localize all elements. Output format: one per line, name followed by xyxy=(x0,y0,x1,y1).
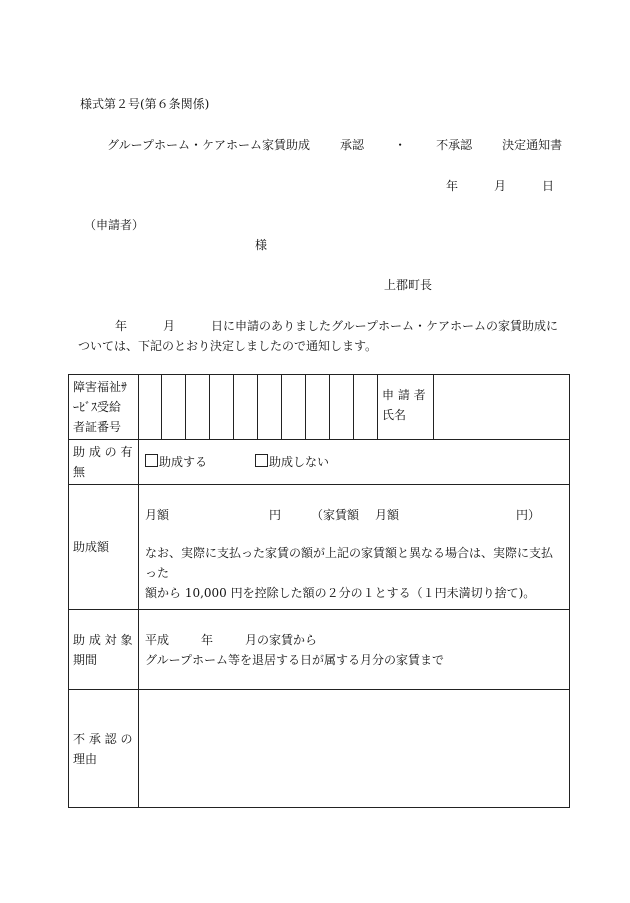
grant-label-2: 無 xyxy=(73,465,86,479)
date-month: 月 xyxy=(494,179,507,193)
cert-label-3: 者証番号 xyxy=(73,420,122,434)
applicant-name-field[interactable] xyxy=(434,375,570,440)
cert-digit-6[interactable] xyxy=(258,375,282,440)
body-month: 月 xyxy=(163,319,176,333)
title-disapprove: 不承認 xyxy=(436,138,473,152)
grant-row xyxy=(69,440,570,485)
honorific: 様 xyxy=(255,238,268,252)
rent-label: （家賃額 xyxy=(311,508,360,522)
amount-line xyxy=(145,505,563,525)
reason-field[interactable] xyxy=(139,690,570,808)
grant-options xyxy=(139,440,570,485)
cert-label-1: 障害福祉ｻ xyxy=(73,380,128,394)
period-label-1: 助 成 対 象 xyxy=(73,633,133,647)
period-year: 年 xyxy=(201,633,214,647)
cert-digit-9[interactable] xyxy=(330,375,354,440)
grant-no-label: 助成しない xyxy=(269,455,330,469)
period-era: 平成 xyxy=(145,633,170,647)
cert-digit-4[interactable] xyxy=(210,375,234,440)
applicant-name-label-1: 申 請 者 xyxy=(382,388,426,402)
cert-label xyxy=(69,375,139,440)
grant-label xyxy=(69,440,139,485)
title-main: グループホーム・ケアホーム家賃助成 xyxy=(107,138,311,152)
title-notice: 決定通知書 xyxy=(502,138,563,152)
period-start xyxy=(145,630,563,650)
yen-label: 円 xyxy=(269,508,282,522)
body-line-2: ついては、下記のとおり決定しましたので通知します。 xyxy=(78,339,378,353)
cert-label-2: ｰﾋﾞｽ受給 xyxy=(73,400,122,414)
period-content xyxy=(139,610,570,690)
amount-note-1: なお、実際に支払った家賃の額が上記の家賃額と異なる場合は、実際に支払った xyxy=(145,546,554,580)
period-end: グループホーム等を退居する日が属する月分の家賃まで xyxy=(145,653,445,667)
amount-label-text: 助成額 xyxy=(73,540,110,554)
applicant-label: （申請者） xyxy=(84,218,145,232)
title-approve: 承認 xyxy=(340,138,365,152)
amount-content xyxy=(139,485,570,610)
yen-close-label: 円） xyxy=(516,508,541,522)
body-year: 年 xyxy=(115,319,128,333)
amount-row xyxy=(69,485,570,610)
issuer: 上郡町長 xyxy=(384,278,433,292)
grant-no-checkbox[interactable] xyxy=(255,454,268,467)
reason-label-1: 不 承 認 の xyxy=(73,731,133,746)
grant-label-1: 助 成 の 有 xyxy=(73,445,133,459)
cert-digit-2[interactable] xyxy=(162,375,186,440)
monthly-label: 月額 xyxy=(145,508,170,522)
period-label xyxy=(69,610,139,690)
period-label-2: 期間 xyxy=(73,653,98,667)
reason-label-2: 理由 xyxy=(73,751,98,766)
rent-monthly-label: 月額 xyxy=(375,508,400,522)
cert-digit-5[interactable] xyxy=(234,375,258,440)
cert-row xyxy=(69,375,570,440)
amount-label xyxy=(69,485,139,610)
applicant-name-label-2: 氏名 xyxy=(382,408,407,422)
form-number: 様式第２号(第６条関係) xyxy=(80,97,210,111)
reason-label xyxy=(69,690,139,808)
applicant-name-label xyxy=(378,375,434,440)
grant-yes-label: 助成する xyxy=(159,455,208,469)
body-line-1 xyxy=(115,318,558,334)
cert-digit-10[interactable] xyxy=(354,375,378,440)
body-line-1-rest: 日に申請のありましたグループホーム・ケアホームの家賃助成に xyxy=(211,319,559,333)
period-month-text: 月の家賃から xyxy=(245,633,318,647)
date-day: 日 xyxy=(542,179,555,193)
title-dot: ・ xyxy=(394,138,407,152)
amount-note-2: 額から 10,000 円を控除した額の２分の１とする（１円未満切り捨て)。 xyxy=(145,586,536,600)
document-title xyxy=(107,137,562,153)
cert-digit-7[interactable] xyxy=(282,375,306,440)
grant-yes-checkbox[interactable] xyxy=(145,454,158,467)
decision-table xyxy=(68,374,570,808)
cert-digit-8[interactable] xyxy=(306,375,330,440)
cert-digit-3[interactable] xyxy=(186,375,210,440)
issue-date xyxy=(446,178,554,194)
reason-row xyxy=(69,690,570,808)
cert-digit-1[interactable] xyxy=(139,375,162,440)
date-year: 年 xyxy=(446,179,459,193)
period-row xyxy=(69,610,570,690)
